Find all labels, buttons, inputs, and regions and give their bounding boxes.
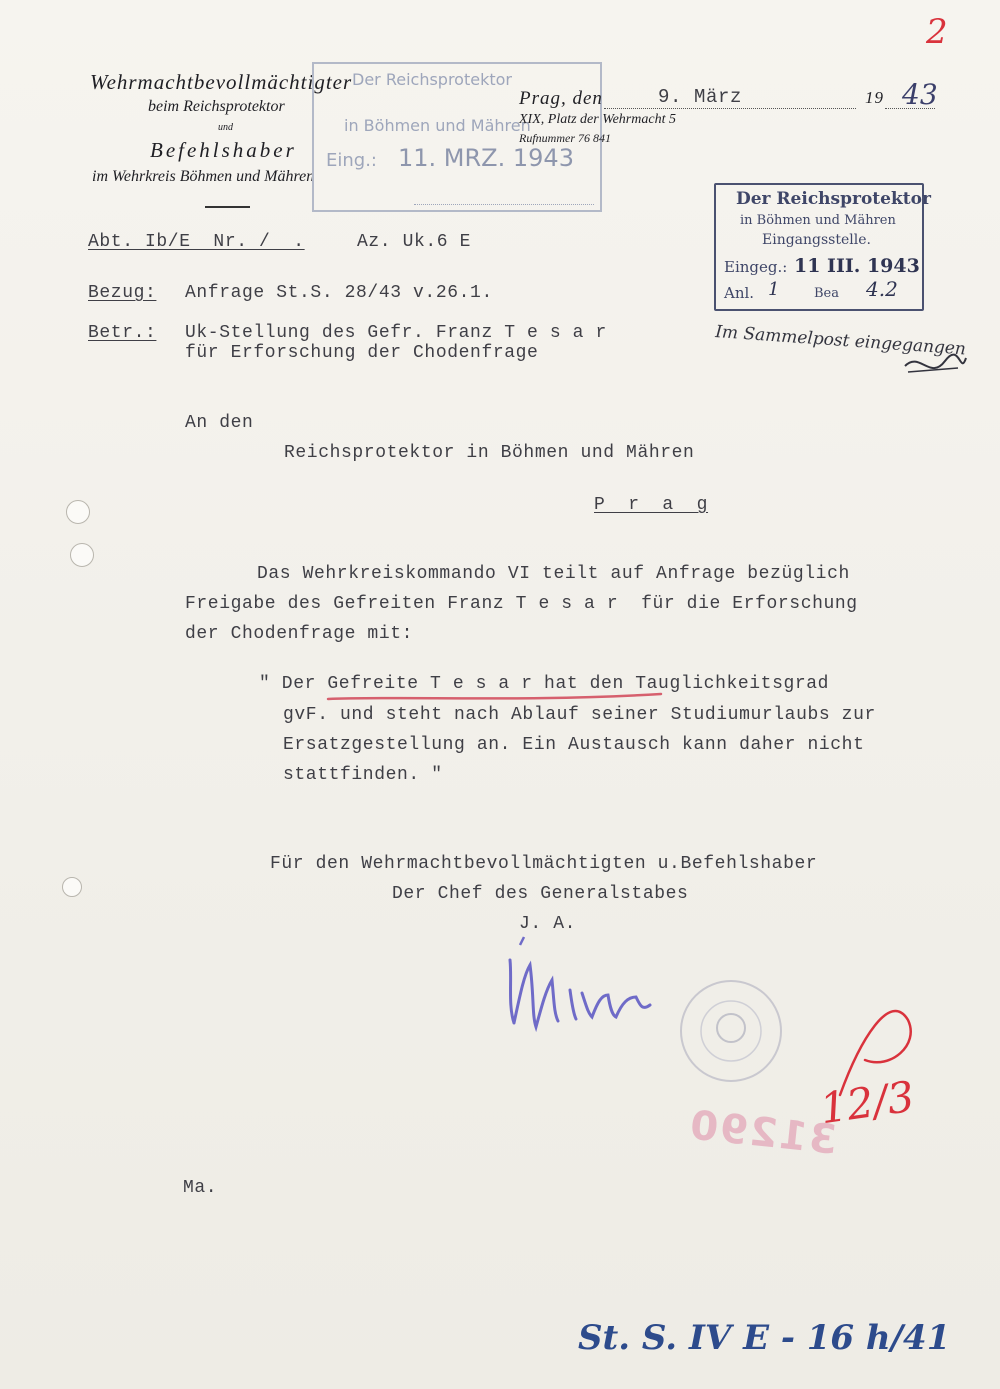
year-prefix: 19 — [865, 88, 884, 107]
stamp1-line2: in Böhmen und Mähren — [344, 116, 531, 135]
letterhead-line3: und — [218, 122, 233, 133]
corner-mark: 2 — [926, 12, 948, 52]
betr-line2: für Erforschung der Chodenfrage — [185, 343, 539, 363]
bezug-label: Bezug: — [88, 283, 157, 303]
abt-number: Abt. Ib/E Nr. / . — [88, 232, 305, 252]
year-handwritten: 43 — [902, 78, 938, 111]
stamp2-line1: Der Reichsprotektor — [736, 189, 931, 209]
closing-line1: Für den Wehrmachtbevollmächtigten u.Befehlshaber — [270, 854, 818, 874]
letterhead-title: Wehrmachtbevollmächtigter — [90, 70, 353, 94]
stamp2-bea-label: Bea — [814, 286, 839, 301]
red-initials: 12/3 — [817, 1071, 918, 1134]
receipt-stamp-dark — [714, 183, 931, 311]
stamp1-dotline — [414, 204, 594, 205]
red-underline-stroke — [326, 690, 666, 704]
punch-hole-lower — [70, 543, 94, 567]
date-dotline — [604, 108, 856, 109]
stamp2-line2: in Böhmen und Mähren — [740, 213, 896, 228]
stamp2-eing-label: Eingeg.: — [724, 258, 788, 276]
closing-line2: Der Chef des Generalstabes — [392, 884, 689, 904]
az-number: Az. Uk.6 E — [357, 232, 472, 252]
stamp1-date: 11. MRZ. 1943 — [398, 144, 574, 172]
quote-line1: " Der Gefreite T e s a r hat den Tauglichkeitsgrad — [259, 674, 830, 694]
file-reference: St. S. IV E - 16 h/41 — [578, 1318, 951, 1358]
stamp1-label: Eing.: — [326, 150, 377, 171]
letterhead-line2: beim Reichsprotektor — [148, 98, 285, 115]
signature — [490, 935, 670, 1040]
red-pencil-loop — [830, 1000, 920, 1100]
round-seal — [676, 976, 786, 1086]
recipient-city: P r a g — [594, 495, 709, 515]
note-initial-scribble — [900, 346, 970, 386]
typist-initials: Ma. — [183, 1178, 218, 1198]
letterhead-line4: Befehlshaber — [150, 138, 297, 162]
date-day-month: 9. März — [658, 86, 743, 108]
letterhead-line5: im Wehrkreis Böhmen und Mähren — [92, 168, 315, 185]
stamp2-bea-value: 4.2 — [866, 277, 898, 301]
punch-hole-bottom — [62, 877, 82, 897]
stamp-number: 31290 — [686, 1102, 840, 1164]
body-line1: Das Wehrkreiskommando VI teilt auf Anfrage bezüglich — [257, 564, 850, 584]
bezug-text: Anfrage St.S. 28/43 v.26.1. — [185, 283, 493, 303]
recipient-an: An den — [185, 413, 254, 433]
handwritten-note: Im Sammelpost eingegangen — [714, 322, 967, 360]
recipient-name: Reichsprotektor in Böhmen und Mähren — [284, 443, 695, 463]
closing-line3: J. A. — [519, 914, 577, 934]
punch-hole-upper — [66, 500, 90, 524]
stamp2-line3: Eingangsstelle. — [762, 232, 871, 248]
quote-line3: Ersatzgestellung an. Ein Austausch kann daher nicht — [283, 735, 865, 755]
stamp2-anl-label: Anl. — [724, 284, 755, 302]
stamp1-line1: Der Reichsprotektor — [352, 70, 512, 89]
address-line: XIX, Platz der Wehrmacht 5 — [519, 112, 676, 127]
quote-line2: gvF. und steht nach Ablauf seiner Studiumurlaubs zur — [283, 705, 876, 725]
place-date-prefix: Prag, den — [519, 88, 603, 109]
body-line3: der Chodenfrage mit: — [185, 624, 414, 644]
betr-line1: Uk-Stellung des Gefr. Franz T e s a r — [185, 323, 607, 343]
phone-line: Rufnummer 76 841 — [519, 131, 611, 145]
letterhead-rule — [205, 206, 250, 208]
body-line2: Freigabe des Gefreiten Franz T e s a r für die Erforschung — [185, 594, 858, 614]
stamp2-eing-date: 11 III. 1943 — [794, 255, 920, 277]
betr-label: Betr.: — [88, 323, 157, 343]
quote-line4: stattfinden. " — [283, 765, 443, 785]
stamp2-anl-value: 1 — [768, 279, 780, 300]
